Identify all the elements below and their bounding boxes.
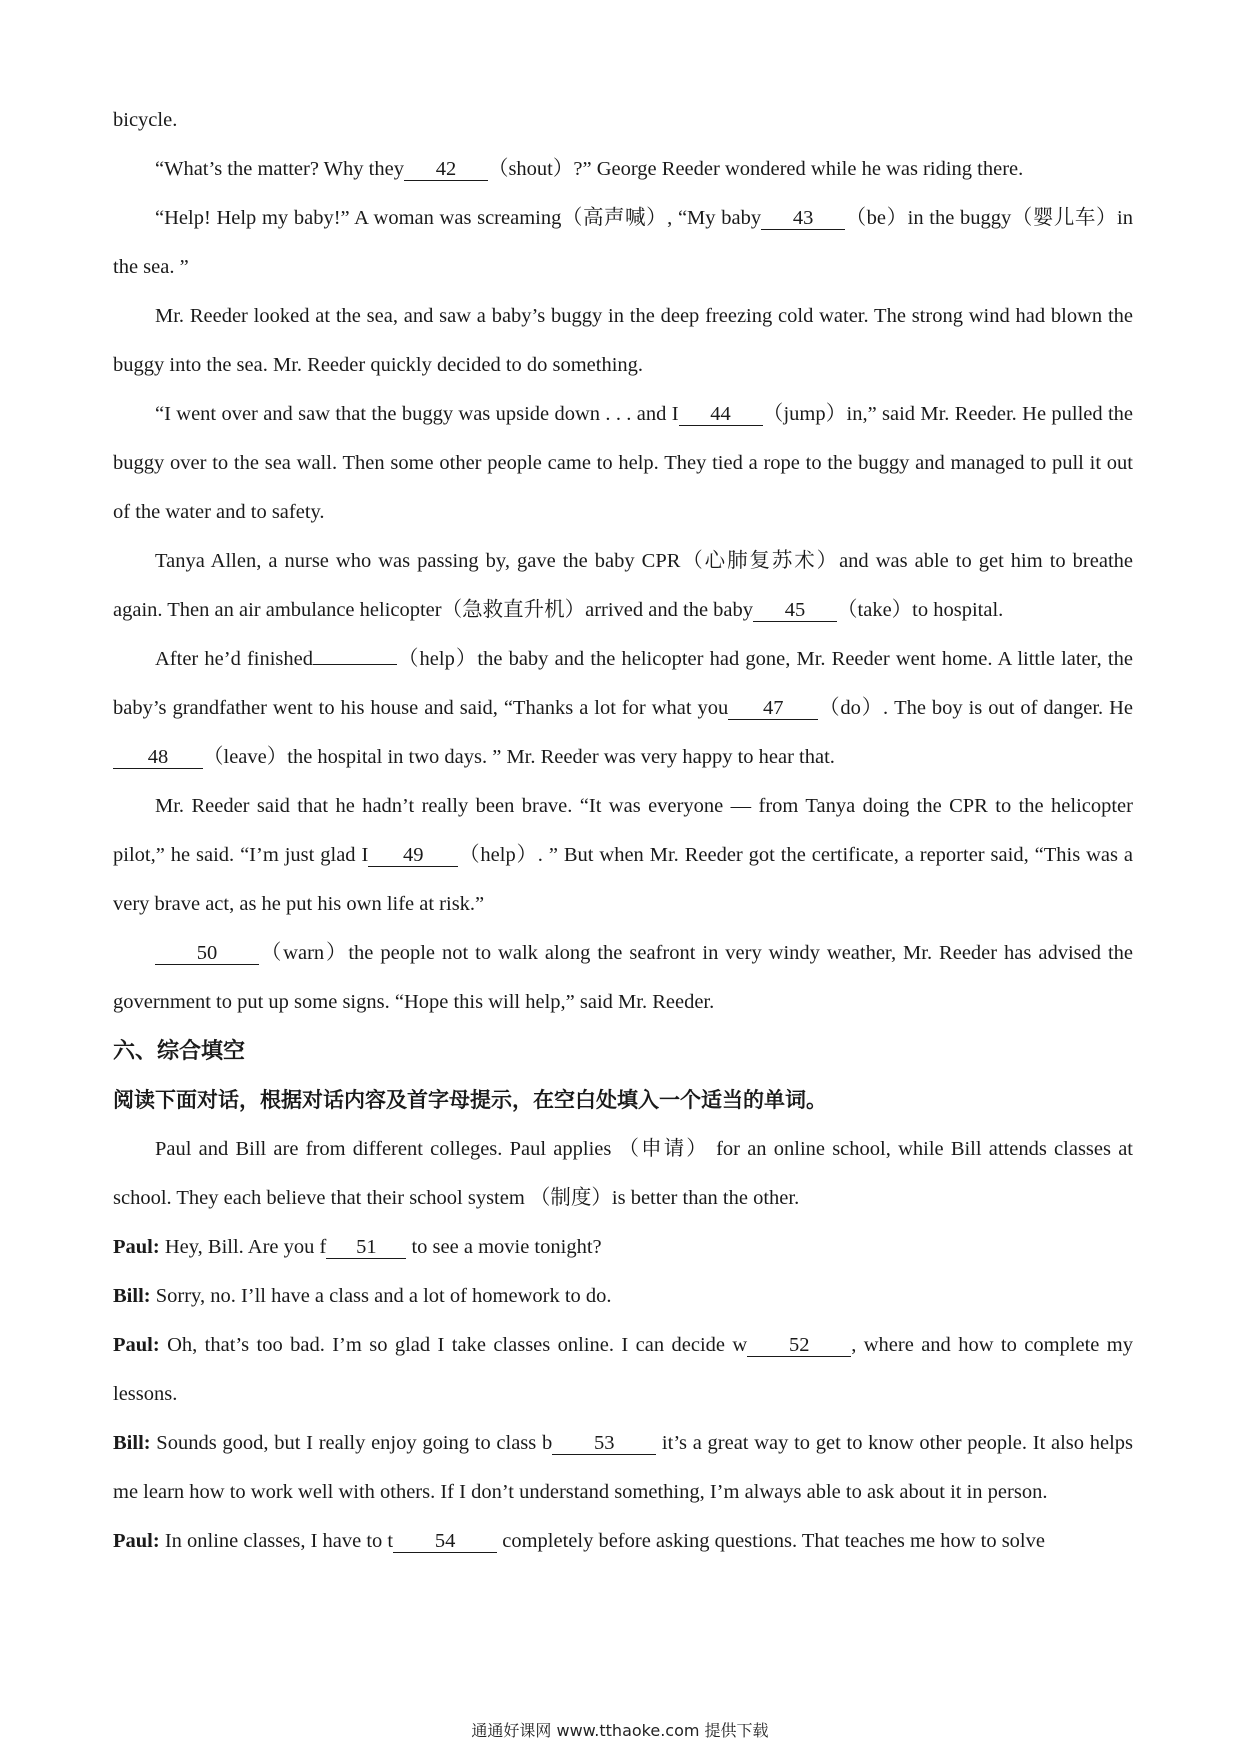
speaker: Paul: bbox=[113, 1236, 160, 1258]
speaker: Paul: bbox=[113, 1530, 160, 1552]
blank-54[interactable]: 54 bbox=[393, 1530, 497, 1553]
blank-42[interactable]: 42 bbox=[404, 158, 488, 181]
blank-43[interactable]: 43 bbox=[761, 207, 845, 230]
text: “I went over and saw that the buggy was upside down . . . and I bbox=[155, 403, 679, 425]
dialogue-intro bbox=[113, 1125, 1133, 1223]
blank-49[interactable]: 49 bbox=[368, 844, 458, 867]
paragraph-3 bbox=[113, 292, 1133, 390]
paragraph-0 bbox=[113, 96, 1133, 145]
paragraph-8 bbox=[113, 929, 1133, 1027]
blank-47[interactable]: 47 bbox=[728, 697, 818, 720]
text: （warn）the people not to walk along the seafront in very windy weather, Mr. Reeder has advised the government to put up some signs. “Hope this will help,” said Mr. Reeder. bbox=[113, 942, 1133, 1013]
page-footer: 通通好课网 www.tthaoke.com 提供下载 bbox=[471, 1721, 769, 1740]
paragraph-1 bbox=[113, 145, 1133, 194]
blank-48[interactable]: 48 bbox=[113, 746, 203, 769]
blank-53[interactable]: 53 bbox=[552, 1432, 656, 1455]
blank-52[interactable]: 52 bbox=[747, 1334, 851, 1357]
text: Sorry, no. I’ll have a class and a lot of homework to do. bbox=[150, 1285, 612, 1307]
text: Tanya Allen, a nurse who was passing by, gave the baby CPR（心肺复苏术）and was able to get him to breathe again. Then an air ambulance helicopter（急救直升机）arrived and the baby bbox=[113, 550, 1133, 621]
paragraph-2 bbox=[113, 194, 1133, 292]
blank-46[interactable] bbox=[313, 664, 397, 665]
blank-45[interactable]: 45 bbox=[753, 599, 837, 622]
text: Mr. Reeder looked at the sea, and saw a baby’s buggy in the deep freezing cold water. The strong wind had blown the buggy into the sea. Mr. Reeder quickly decided to do something. bbox=[113, 305, 1133, 376]
text: （help）the baby and the helicopter had gone, Mr. Reeder went home. A little later, the baby’s grandfather went to his house and said, “Thanks a lot for what you bbox=[113, 648, 1133, 719]
dialogue-line-4 bbox=[113, 1419, 1133, 1517]
text: bicycle. bbox=[113, 109, 178, 131]
speaker: Paul: bbox=[113, 1334, 160, 1356]
speaker: Bill: bbox=[113, 1285, 151, 1307]
dialogue-line-2 bbox=[113, 1272, 1133, 1321]
dialogue-line-1 bbox=[113, 1223, 1133, 1272]
blank-44[interactable]: 44 bbox=[679, 403, 763, 426]
paragraph-5 bbox=[113, 537, 1133, 635]
blank-50[interactable]: 50 bbox=[155, 942, 259, 965]
text: “What’s the matter? Why they bbox=[155, 158, 404, 180]
dialogue-line-5 bbox=[113, 1517, 1133, 1566]
section-instruction: 阅读下面对话，根据对话内容及首字母提示，在空白处填入一个适当的单词。 bbox=[113, 1088, 827, 1112]
paragraph-6 bbox=[113, 635, 1133, 782]
text: Sounds good, but I really enjoy going to class b bbox=[150, 1432, 553, 1454]
text: Oh, that’s too bad. I’m so glad I take classes online. I can decide w bbox=[159, 1334, 748, 1356]
section-title: 六、综合填空 bbox=[113, 1039, 246, 1064]
blank-51[interactable]: 51 bbox=[326, 1236, 406, 1259]
text: it’s a great way to get to know other people. It also helps me learn how to work well with others. If I don’t understand something, I’m always able to ask about it in person. bbox=[113, 1432, 1133, 1503]
text: （be）in the buggy（婴儿车）in the sea. ” bbox=[113, 207, 1133, 278]
dialogue-line-3 bbox=[113, 1321, 1133, 1419]
speaker: Bill: bbox=[113, 1432, 151, 1454]
text: Hey, Bill. Are you f bbox=[159, 1236, 327, 1258]
text: completely before asking questions. That teaches me how to solve bbox=[497, 1530, 1045, 1552]
text: After he’d finished bbox=[155, 648, 314, 670]
text: （help）. ” But when Mr. Reeder got the certificate, a reporter said, “This was a very brave act, as he put his own life at risk.” bbox=[113, 844, 1133, 915]
text: （do）. The boy is out of danger. He bbox=[818, 697, 1133, 719]
text: , where and how to complete my lessons. bbox=[113, 1334, 1133, 1405]
paragraph-4 bbox=[113, 390, 1133, 537]
text: （jump）in,” said Mr. Reeder. He pulled the buggy over to the sea wall. Then some other people came to help. They tied a rope to the buggy and managed to pull it out of the water and to safety. bbox=[113, 403, 1134, 523]
text: In online classes, I have to t bbox=[159, 1530, 394, 1552]
text: Mr. Reeder said that he hadn’t really been brave. “It was everyone — from Tanya doing the CPR to the helicopter pilot,” he said. “I’m just glad I bbox=[113, 795, 1133, 866]
page-content bbox=[113, 96, 1133, 1566]
text: “Help! Help my baby!” A woman was screaming（高声喊）, “My baby bbox=[155, 207, 762, 229]
text: （shout）?” George Reeder wondered while he was riding there. bbox=[487, 158, 1024, 180]
text: （take）to hospital. bbox=[837, 599, 1004, 621]
text: to see a movie tonight? bbox=[406, 1236, 602, 1258]
text: Paul and Bill are from different colleges. Paul applies （申请） for an online school, while Bill attends classes at school. They each believe that their school system （制度）is better than the other. bbox=[113, 1138, 1133, 1209]
paragraph-7 bbox=[113, 782, 1133, 929]
text: （leave）the hospital in two days. ” Mr. Reeder was very happy to hear that. bbox=[203, 746, 835, 768]
